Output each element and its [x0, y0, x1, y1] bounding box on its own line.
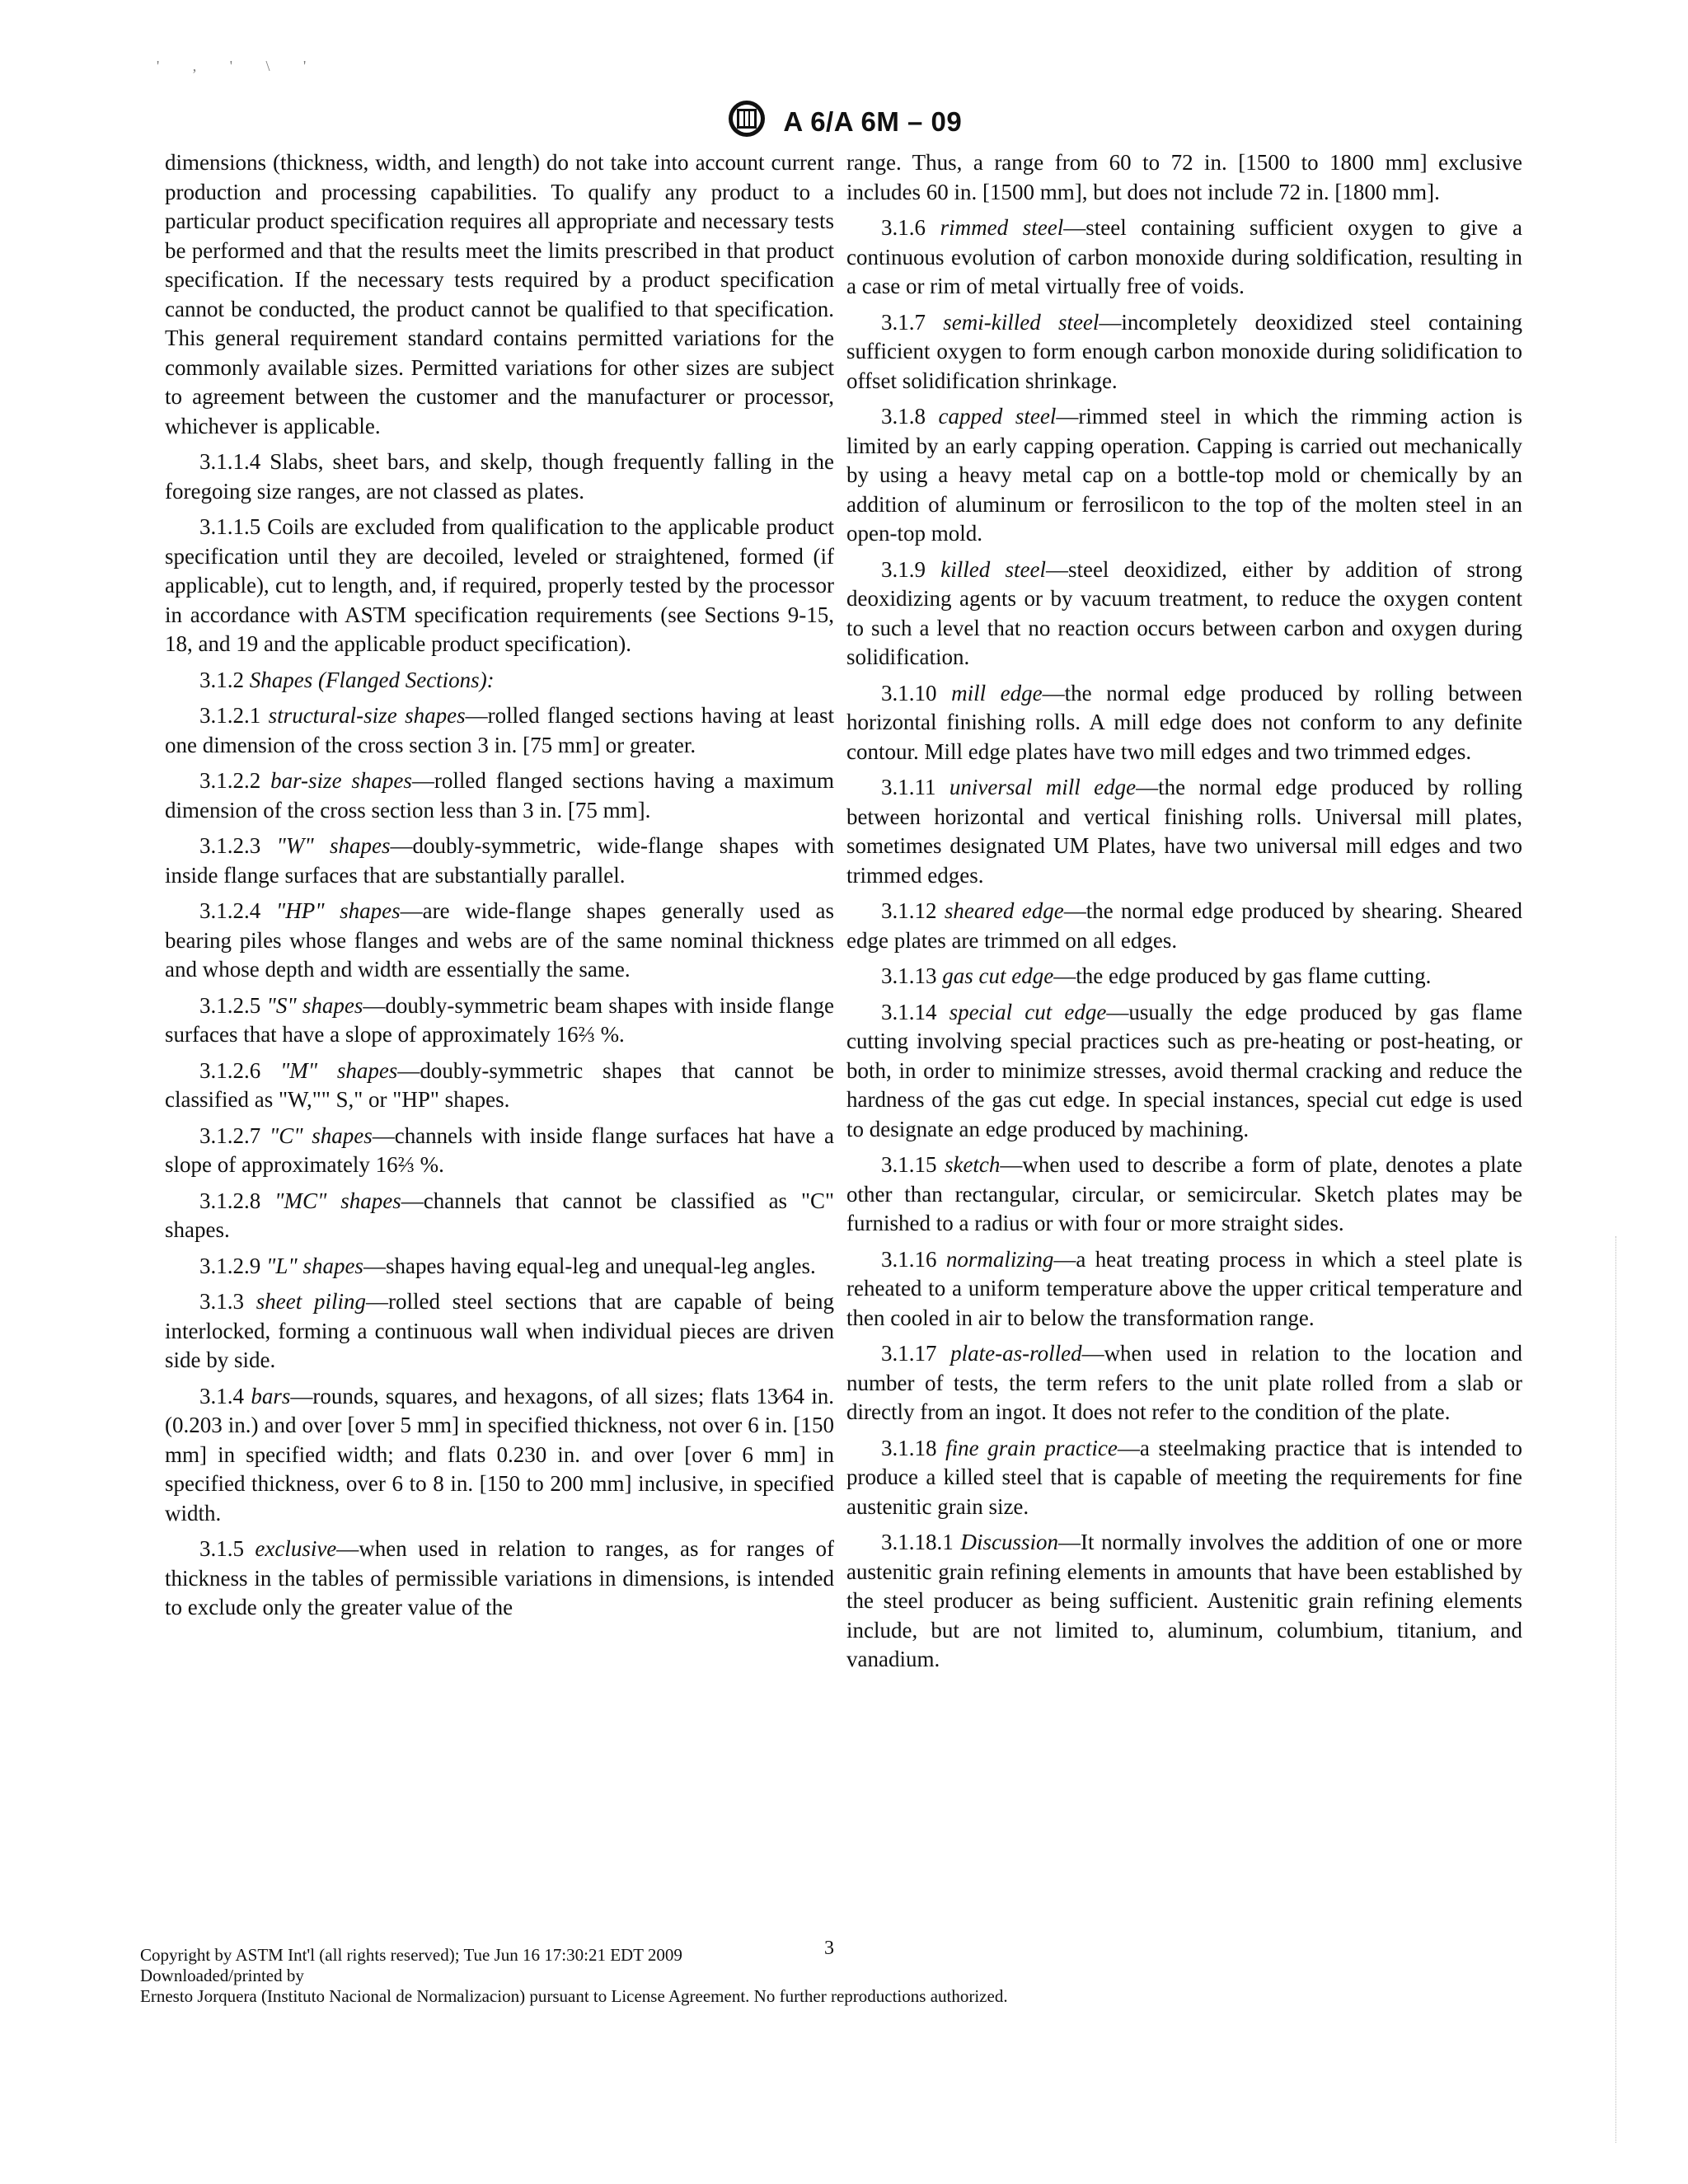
- paragraph: [165, 1382, 834, 1529]
- defined-term: plate-as-rolled: [950, 1341, 1082, 1366]
- section-number: 3.1.2.7: [199, 1122, 261, 1148]
- paragraph: [165, 701, 834, 760]
- defined-term: capped steel: [938, 404, 1057, 429]
- defined-term: sheared edge: [944, 898, 1064, 923]
- paragraph-text: —usually the edge produced by gas flame cutting involving special practices such as pre-heating or post-heating, or both, in order to minimize stresses, avoid thermal cracking and reduce the hardness of the gas cut edge. In special instances, special cut edge is used to designate an edge produced by machining.: [846, 999, 1523, 1141]
- section-number: 3.1.13: [881, 963, 937, 988]
- section-number: 3.1.17: [881, 1341, 937, 1366]
- paragraph-text: —steel deoxidized, either by addition of strong deoxidizing agents or by vacuum treatment, to reduce the oxygen content to such a level that no reaction occurs between carbon and oxygen during solidification.: [846, 556, 1523, 669]
- paragraph-text: —doubly-symmetric, wide-flange shapes with inside flange surfaces that are substantially parallel.: [165, 833, 834, 888]
- paragraph: [846, 773, 1522, 890]
- section-number: 3.1.6: [881, 215, 926, 240]
- section-number: 3.1.12: [881, 898, 937, 923]
- paragraph-text: —the normal edge produced by rolling between horizontal and vertical finishing rolls. Universal mill plates, sometimes designated UM Plates, have two universal mill edges and two trimmed edges.: [846, 775, 1523, 888]
- paragraph: [165, 832, 834, 890]
- paragraph: [165, 1535, 834, 1623]
- paragraph: [846, 1151, 1522, 1239]
- defined-term: "L" shapes: [266, 1253, 363, 1278]
- paragraph: [846, 213, 1522, 302]
- right-column: [846, 148, 1522, 1681]
- paragraph-text: —rimmed steel in which the rimming action is limited by an early capping operation. Capping is carried out mechanically by using a heavy metal cap on a bottle-top mold or chemically by an addition of aluminum or ferrosilicon to the top of the molten steel in an open-top mold.: [846, 404, 1523, 546]
- section-number: 3.1.2.2: [199, 768, 261, 793]
- defined-term: "M" shapes: [279, 1057, 398, 1083]
- paragraph-text: —shapes having equal-leg and unequal-leg angles.: [363, 1253, 816, 1278]
- section-number: 3.1.2.8: [199, 1188, 261, 1213]
- paragraph-text: —rolled steel sections that are capable of being interlocked, forming a continuous wall when individual pieces are driven side by side.: [165, 1289, 834, 1372]
- paragraph-text: —rolled flanged sections having at least one dimension of the cross section 3 in. [75 mm] or greater.: [165, 703, 835, 757]
- paragraph: [846, 555, 1522, 673]
- defined-term: sheet piling: [256, 1289, 366, 1314]
- section-number: 3.1.14: [881, 999, 937, 1024]
- paragraph-text: dimensions (thickness, width, and length) do not take into account current production and processing capabilities. To qualify any product to a particular product specification requires all appropriate and necessary tests be performed and that the results meet the limits prescribed in that product specification. If the necessary tests required by a product specification cannot be conducted, the product cannot be qualified to that specification. This general requirement standard contains permitted variations for the commonly available sizes. Permitted variations for other sizes are subject to agreement between the customer and the manufacturer or processor, whichever is applicable.: [165, 150, 834, 438]
- paragraph: [165, 1057, 834, 1115]
- section-number: 3.1.1.5: [199, 514, 261, 539]
- paragraph-text: —the edge produced by gas flame cutting.: [1053, 963, 1432, 988]
- paragraph: [165, 897, 834, 985]
- defined-term: mill edge: [951, 680, 1043, 705]
- defined-term: exclusive: [255, 1536, 337, 1561]
- paragraph: [165, 448, 834, 506]
- paragraph: [846, 1339, 1522, 1427]
- defined-term: sketch: [944, 1152, 1001, 1177]
- paragraph: [165, 666, 834, 696]
- paragraph-text: —are wide-flange shapes generally used as bearing piles whose flanges and webs are of the same nominal thickness and whose depth and width are essentially the same.: [165, 898, 834, 982]
- paragraph: [846, 308, 1522, 396]
- defined-term: "S" shapes: [266, 992, 363, 1018]
- section-number: 3.1.18.1: [881, 1530, 954, 1554]
- defined-term: "MC" shapes: [274, 1188, 401, 1213]
- paragraph-text: —rolled flanged sections having a maximum dimension of the cross section less than 3 in. [75 mm].: [165, 768, 834, 823]
- paragraph: [165, 991, 834, 1050]
- paragraph-text: Coils are excluded from qualification to the applicable product specification until they are decoiled, leveled or straightened, formed (if applicable), cut to length, and, if required, properly tested by the processor in accordance with ASTM specification requirements (see Sections 9-15, 18, and 19 and the applicable product specification).: [165, 514, 834, 656]
- copyright-line: Copyright by ASTM Int'l (all rights reserved); Tue Jun 16 17:30:21 EDT 2009: [140, 1945, 682, 1965]
- paragraph-text: —when used in relation to ranges, as for ranges of thickness in the tables of permissible variations in dimensions, is intended to exclude only the greater value of the: [165, 1536, 835, 1619]
- defined-term: bar-size shapes: [270, 768, 412, 793]
- paragraph: [165, 513, 834, 659]
- paragraph: [846, 962, 1522, 991]
- paragraph: [165, 1287, 834, 1376]
- section-number: 3.1.10: [881, 680, 937, 705]
- section-number: 3.1.1.4: [199, 449, 261, 474]
- paragraph-text: —a heat treating process in which a steel plate is reheated to a uniform temperature above the upper critical temperature and then cooled in air to below the transformation range.: [846, 1246, 1522, 1330]
- page-footer: [140, 1938, 1212, 2007]
- section-number: 3.1.2: [199, 667, 244, 692]
- section-number: 3.1.18: [881, 1435, 937, 1460]
- defined-term: Shapes (Flanged Sections):: [249, 667, 495, 692]
- paragraph-text: —It normally involves the addition of one or more austenitic grain refining elements in amounts that have been established by the steel producer as being sufficient. Austenitic grain refining elements include, but are not limited to, aluminum, columbium, titanium, and vanadium.: [846, 1530, 1523, 1671]
- paragraph-text: —doubly-symmetric shapes that cannot be classified as "W,"" S," or "HP" shapes.: [165, 1057, 835, 1112]
- paragraph-text: —when used in relation to the location and number of tests, the term refers to the unit plate rolled from a slab or directly from an ingot. It does not refer to the condition of the plate.: [846, 1341, 1523, 1424]
- paragraph-text: —a steelmaking practice that is intended to produce a killed steel that is capable of meeting the requirements for fine austenitic grain size.: [846, 1435, 1522, 1519]
- paragraph: [846, 148, 1522, 207]
- paragraph: [165, 1122, 834, 1180]
- section-number: 3.1.2.4: [199, 898, 261, 923]
- paragraph: [846, 998, 1522, 1145]
- paragraph-text: —channels with inside flange surfaces hat have a slope of approximately 16⅔ %.: [165, 1122, 834, 1177]
- paragraph-text: —channels that cannot be classified as "C" shapes.: [165, 1188, 835, 1242]
- paragraph-text: —steel containing sufficient oxygen to give a continuous evolution of carbon monoxide during soldification, resulting in a case or rim of metal virtually free of voids.: [846, 215, 1523, 298]
- paragraph-text: —doubly-symmetric beam shapes with inside flange surfaces that have a slope of approximately 16⅔ %.: [165, 992, 834, 1047]
- left-column: [165, 148, 834, 1629]
- paragraph: [846, 1245, 1522, 1333]
- defined-term: rimmed steel: [940, 215, 1064, 240]
- paragraph-text: —when used to describe a form of plate, denotes a plate other than rectangular, circular, or semicircular. Sketch plates may be furnished to a radius or with four or more straight sides.: [846, 1152, 1522, 1235]
- defined-term: normalizing: [945, 1246, 1054, 1272]
- paragraph-text: —incompletely deoxidized steel containing sufficient oxygen to form enough carbon monoxide during solidification to offset solidification shrinkage.: [846, 309, 1522, 393]
- page-number: 3: [824, 1938, 834, 1959]
- paragraph-text: —rounds, squares, and hexagons, of all sizes; flats 13⁄64 in. (0.203 in.) and over [over 5 mm] in specified thickness, not over 6 in. [150 mm] in specified width; and flats 0.230 in. and over [over 6 mm] in specified thickness, over 6 to 8 in. [150 to 200 mm] inclusive, in specified width.: [165, 1383, 835, 1526]
- paragraph-text: —the normal edge produced by rolling between horizontal finishing rolls. A mill edge does not conform to any definite contour. Mill edge plates have two mill edges and two trimmed edges.: [846, 680, 1522, 764]
- section-number: 3.1.8: [881, 404, 926, 429]
- defined-term: Discussion: [960, 1530, 1058, 1554]
- defined-term: structural-size shapes: [268, 703, 466, 728]
- section-number: 3.1.11: [881, 775, 936, 799]
- license-line: Ernesto Jorquera (Instituto Nacional de Normalizacion) pursuant to License Agreement. No further reproductions authorized.: [140, 1986, 1008, 2006]
- defined-term: killed steel: [940, 556, 1046, 582]
- paragraph-text: Slabs, sheet bars, and skelp, though frequently falling in the foregoing size ranges, are not classed as plates.: [165, 449, 834, 504]
- section-number: 3.1.3: [199, 1289, 244, 1314]
- defined-term: special cut edge: [949, 999, 1107, 1024]
- section-number: 3.1.4: [199, 1383, 244, 1408]
- paragraph-text: range. Thus, a range from 60 to 72 in. [1500 to 1800 mm] exclusive includes 60 in. [1500 mm], but does not include 72 in. [1800 mm].: [846, 150, 1522, 204]
- paragraph: [846, 897, 1522, 955]
- paragraph: [165, 148, 834, 441]
- paragraph-text: —the normal edge produced by shearing. Sheared edge plates are trimmed on all edges.: [846, 898, 1522, 953]
- astm-logo-icon: [726, 97, 767, 140]
- section-number: 3.1.2.1: [199, 703, 261, 728]
- section-number: 3.1.15: [881, 1152, 937, 1177]
- defined-term: fine grain practice: [945, 1435, 1118, 1460]
- defined-term: "W" shapes: [276, 833, 391, 858]
- paragraph: [846, 402, 1522, 549]
- section-number: 3.1.7: [881, 309, 926, 335]
- standard-designation: A 6/A 6M – 09: [783, 106, 963, 137]
- paragraph: [165, 1252, 834, 1282]
- defined-term: bars: [251, 1383, 291, 1408]
- paragraph: [165, 1187, 834, 1245]
- defined-term: universal mill edge: [949, 775, 1137, 799]
- defined-term: "HP" shapes: [275, 898, 401, 923]
- section-number: 3.1.2.5: [199, 992, 261, 1018]
- download-line: Downloaded/printed by: [140, 1966, 304, 1985]
- defined-term: "C" shapes: [269, 1122, 373, 1148]
- paragraph: [846, 1434, 1522, 1522]
- scan-marks: ' , ' \ ': [157, 58, 321, 74]
- page-header: [0, 101, 1688, 143]
- paragraph: [846, 1528, 1522, 1675]
- section-number: 3.1.2.3: [199, 833, 261, 858]
- section-number: 3.1.9: [881, 556, 926, 582]
- paragraph: [846, 679, 1522, 767]
- section-number: 3.1.5: [199, 1536, 244, 1561]
- section-number: 3.1.16: [881, 1246, 937, 1272]
- paragraph: [165, 766, 834, 825]
- defined-term: semi-killed steel: [943, 309, 1100, 335]
- defined-term: gas cut edge: [942, 963, 1054, 988]
- section-number: 3.1.2.6: [199, 1057, 261, 1083]
- scan-edge-line: [1615, 1236, 1618, 2143]
- section-number: 3.1.2.9: [199, 1253, 261, 1278]
